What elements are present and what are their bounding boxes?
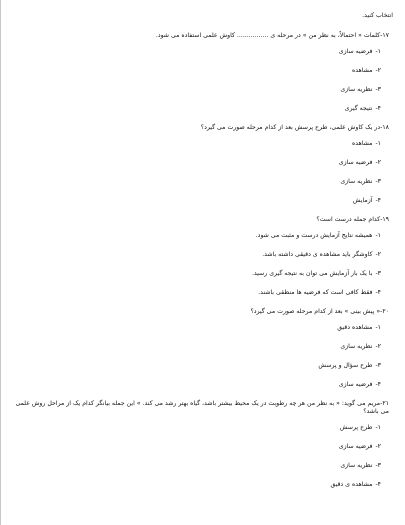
option-text: مشاهده دقیق — [337, 324, 373, 331]
question-17 — [15, 32, 393, 113]
option-text: مشاهده — [351, 140, 373, 147]
option-3 — [15, 178, 393, 186]
option-number: ۱- — [375, 140, 381, 147]
question-21 — [15, 400, 393, 489]
option-text: مشاهده — [351, 67, 373, 74]
option-text: فرضیه سازی — [338, 381, 373, 388]
option-4 — [15, 197, 393, 205]
option-text: نظریه سازی — [340, 343, 373, 350]
option-4 — [15, 481, 393, 489]
option-1 — [15, 324, 393, 332]
option-text: مشاهده ی دقیق — [330, 481, 373, 488]
option-number: ۴- — [375, 481, 381, 488]
option-text: با یک بار آزمایش می توان به نتیجه گیری رسید. — [251, 270, 373, 277]
option-list — [15, 232, 393, 297]
question-list — [15, 32, 393, 489]
option-number: ۲- — [375, 251, 381, 258]
option-number: ۳- — [375, 178, 381, 185]
option-number: ۲- — [375, 159, 381, 166]
option-number: ۳- — [375, 270, 381, 277]
option-text: فقط کافی است که فرضیه ها منطقی باشند. — [258, 289, 373, 296]
option-number: ۳- — [375, 362, 381, 369]
option-number: ۲- — [375, 67, 381, 74]
question-text: ۱۹-کدام جمله درست است؟ — [316, 216, 389, 223]
option-number: ۱- — [375, 424, 381, 431]
option-number: ۲- — [375, 343, 381, 350]
option-text: طرح سؤال و پرسش — [318, 362, 373, 369]
question-text: ۱۸-در یک کاوش علمی، طرح پرسش بعد از کدام مرحله صورت می گیرد؟ — [200, 124, 389, 131]
option-1 — [15, 232, 393, 240]
option-number: ۳- — [375, 462, 381, 469]
option-text: نظریه سازی — [340, 86, 373, 93]
option-text: فرضیه سازی — [338, 48, 373, 55]
option-4 — [15, 105, 393, 113]
option-3 — [15, 362, 393, 370]
option-list — [15, 48, 393, 113]
option-3 — [15, 86, 393, 94]
option-2 — [15, 343, 393, 351]
question-text: ۲۰-« پیش بینی » بعد از کدام مرحله صورت می گیرد؟ — [250, 308, 389, 315]
option-1 — [15, 424, 393, 432]
option-text: نتیجه گیری — [344, 105, 373, 112]
option-text: آزمایش — [352, 197, 373, 204]
option-text: فرضیه سازی — [338, 159, 373, 166]
question-18 — [15, 124, 393, 205]
option-3 — [15, 270, 393, 278]
option-text: نظریه سازی — [340, 178, 373, 185]
option-number: ۱- — [375, 232, 381, 239]
option-list — [15, 140, 393, 205]
option-2 — [15, 67, 393, 75]
option-number: ۳- — [375, 86, 381, 93]
option-number: ۱- — [375, 48, 381, 55]
question-19 — [15, 216, 393, 297]
option-1 — [15, 48, 393, 56]
option-4 — [15, 289, 393, 297]
option-1 — [15, 140, 393, 148]
option-3 — [15, 462, 393, 470]
option-text: نظریه سازی — [340, 462, 373, 469]
option-number: ۱- — [375, 324, 381, 331]
option-number: ۴- — [375, 381, 381, 388]
option-2 — [15, 443, 393, 451]
instruction-title: انتخاب کنید. — [362, 12, 393, 19]
option-2 — [15, 159, 393, 167]
option-number: ۴- — [375, 197, 381, 204]
option-text: همیشه نتایج آزمایش درست و مثبت می شود. — [255, 232, 373, 239]
document-body — [15, 12, 393, 500]
option-number: ۴- — [375, 105, 381, 112]
option-number: ۲- — [375, 443, 381, 450]
option-2 — [15, 251, 393, 259]
option-number: ۴- — [375, 289, 381, 296]
option-text: فرضیه سازی — [338, 443, 373, 450]
option-text: کاوشگر باید مشاهده ی دقیقی داشته باشد. — [262, 251, 373, 258]
option-list — [15, 324, 393, 389]
question-20 — [15, 308, 393, 389]
option-list — [15, 424, 393, 489]
option-text: طرح پرسش — [339, 424, 373, 431]
option-4 — [15, 381, 393, 389]
question-text: ۱۷-کلمات « احتمالاً، به نظر من » در مرحله ی ................ کاوش علمی استفاده می شود. — [155, 32, 389, 39]
question-text: ۲۱-مریم می گوید: « به نظر من هر چه رطوبت در یک محیط بیشتر باشد، گیاه بهتر رشد می کند. » این جمله بیانگر کدام یک از مراحل روش علمی می باشد؟ — [15, 400, 389, 415]
